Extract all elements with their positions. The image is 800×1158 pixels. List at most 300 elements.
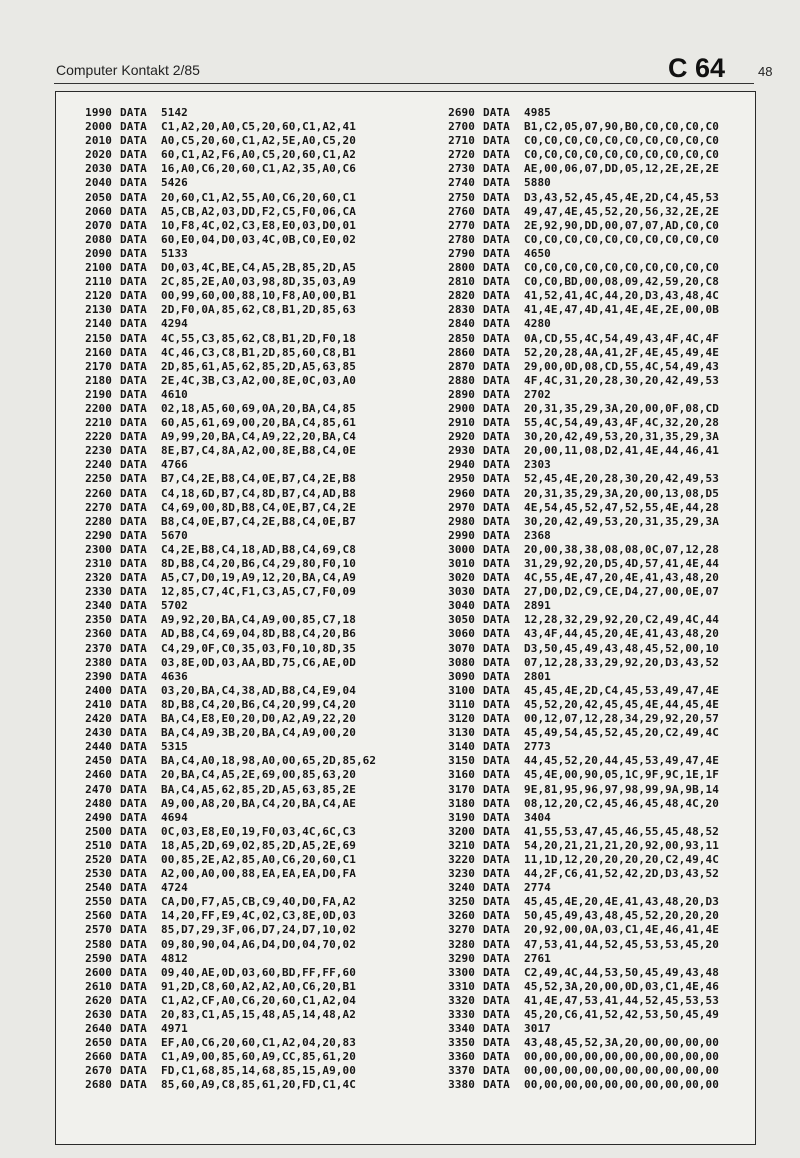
data-values: 9E,81,95,96,97,98,99,9A,9B,14: [524, 782, 719, 796]
data-values: 5702: [161, 599, 188, 613]
line-number: 2610: [85, 979, 112, 993]
data-keyword: DATA: [483, 1036, 510, 1050]
data-line: [440, 656, 719, 670]
line-number: 2120: [85, 289, 112, 303]
line-number: 3360: [448, 1050, 475, 1064]
data-values: AD,B8,C4,69,04,8D,B8,C4,20,B6: [161, 627, 356, 641]
data-line: [440, 712, 719, 726]
data-line: [440, 1022, 719, 1036]
data-line: [77, 599, 376, 613]
data-values: 3404: [524, 810, 551, 824]
data-values: 45,4E,00,90,05,1C,9F,9C,1E,1F: [524, 768, 719, 782]
data-line: [440, 627, 719, 641]
data-keyword: DATA: [483, 951, 510, 965]
data-line: [77, 726, 376, 740]
data-values: 30,20,42,49,53,20,31,35,29,3A: [524, 430, 719, 444]
line-number: 3310: [448, 979, 475, 993]
data-line: [77, 938, 376, 952]
line-number: 2290: [85, 528, 112, 542]
line-number: 3120: [448, 712, 475, 726]
line-number: 2360: [85, 627, 112, 641]
data-line: [440, 797, 719, 811]
line-number: 2670: [85, 1064, 112, 1078]
data-keyword: DATA: [120, 754, 147, 768]
data-keyword: DATA: [120, 401, 147, 415]
data-keyword: DATA: [120, 331, 147, 345]
data-values: C1,A2,20,A0,C5,20,60,C1,A2,41: [161, 120, 356, 134]
data-keyword: DATA: [483, 345, 510, 359]
data-values: 12,85,C7,4C,F1,C3,A5,C7,F0,09: [161, 585, 356, 599]
line-number: 3300: [448, 965, 475, 979]
data-line: [77, 839, 376, 853]
data-line: [440, 402, 719, 416]
data-line: [440, 529, 719, 543]
line-number: 2440: [85, 740, 112, 754]
data-values: AE,00,06,07,DD,05,12,2E,2E,2E: [524, 162, 719, 176]
data-values: BA,C4,A9,3B,20,BA,C4,A9,00,20: [161, 726, 356, 740]
data-keyword: DATA: [120, 923, 147, 937]
data-keyword: DATA: [120, 542, 147, 556]
data-line: [440, 219, 719, 233]
data-keyword: DATA: [483, 416, 510, 430]
data-values: B7,C4,2E,B8,C4,0E,B7,C4,2E,B8: [161, 472, 356, 486]
data-line: [77, 571, 376, 585]
data-keyword: DATA: [483, 331, 510, 345]
data-line: [440, 191, 719, 205]
data-keyword: DATA: [120, 500, 147, 514]
data-line: [77, 501, 376, 515]
data-line: [77, 1022, 376, 1036]
data-keyword: DATA: [120, 345, 147, 359]
data-keyword: DATA: [483, 514, 510, 528]
data-line: [440, 1064, 719, 1078]
line-number: 2940: [448, 458, 475, 472]
data-line: [77, 811, 376, 825]
line-number: 3080: [448, 655, 475, 669]
data-values: C4,2E,B8,C4,18,AD,B8,C4,69,C8: [161, 542, 356, 556]
data-keyword: DATA: [120, 585, 147, 599]
data-values: A9,99,20,BA,C4,A9,22,20,BA,C4: [161, 430, 356, 444]
data-keyword: DATA: [120, 852, 147, 866]
line-number: 2760: [448, 204, 475, 218]
data-values: 55,4C,54,49,43,4F,4C,32,20,28: [524, 416, 719, 430]
data-keyword: DATA: [120, 275, 147, 289]
data-line: [77, 825, 376, 839]
data-values: 52,45,4E,20,28,30,20,42,49,53: [524, 472, 719, 486]
data-keyword: DATA: [120, 599, 147, 613]
data-values: C2,49,4C,44,53,50,45,49,43,48: [524, 965, 719, 979]
data-line: [440, 233, 719, 247]
data-values: 00,85,2E,A2,85,A0,C6,20,60,C1: [161, 852, 356, 866]
line-number: 2530: [85, 867, 112, 881]
line-number: 2720: [448, 148, 475, 162]
data-line: [77, 388, 376, 402]
line-number: 2280: [85, 514, 112, 528]
data-keyword: DATA: [483, 106, 510, 119]
data-keyword: DATA: [483, 261, 510, 275]
data-line: [77, 797, 376, 811]
line-number: 2340: [85, 599, 112, 613]
data-keyword: DATA: [483, 218, 510, 232]
line-number: 2930: [448, 444, 475, 458]
line-number: 2730: [448, 162, 475, 176]
data-values: 5315: [161, 740, 188, 754]
line-number: 2240: [85, 458, 112, 472]
data-values: 45,52,3A,20,00,0D,03,C1,4E,46: [524, 979, 719, 993]
data-keyword: DATA: [483, 542, 510, 556]
line-number: 2850: [448, 331, 475, 345]
data-values: D0,03,4C,BE,C4,A5,2B,85,2D,A5: [161, 261, 356, 275]
data-values: BA,C4,A0,18,98,A0,00,65,2D,85,62: [161, 754, 377, 768]
data-keyword: DATA: [120, 697, 147, 711]
data-keyword: DATA: [120, 246, 147, 260]
data-values: 5142: [161, 106, 188, 119]
data-values: D3,43,52,45,45,4E,2D,C4,45,53: [524, 190, 719, 204]
data-line: [77, 952, 376, 966]
line-number: 3110: [448, 697, 475, 711]
data-keyword: DATA: [483, 937, 510, 951]
data-values: BA,C4,A5,62,85,2D,A5,63,85,2E: [161, 782, 356, 796]
data-line: [440, 783, 719, 797]
line-number: 3140: [448, 740, 475, 754]
data-keyword: DATA: [120, 895, 147, 909]
data-line: [77, 176, 376, 190]
data-values: 50,45,49,43,48,45,52,20,20,20: [524, 909, 719, 923]
data-keyword: DATA: [483, 697, 510, 711]
data-keyword: DATA: [483, 557, 510, 570]
data-line: [440, 1008, 719, 1022]
data-keyword: DATA: [483, 613, 510, 627]
data-keyword: DATA: [120, 627, 147, 641]
data-values: 41,55,53,47,45,46,55,45,48,52: [524, 824, 719, 838]
data-line: [77, 557, 376, 571]
data-line: [440, 176, 719, 190]
data-keyword: DATA: [483, 1008, 510, 1021]
data-line: [440, 346, 719, 360]
program-listing: [55, 91, 756, 1145]
data-keyword: DATA: [120, 965, 147, 979]
data-keyword: DATA: [483, 683, 510, 697]
data-keyword: DATA: [483, 458, 510, 472]
data-line: [77, 120, 376, 134]
line-number: 2160: [85, 345, 112, 359]
data-keyword: DATA: [120, 571, 147, 585]
data-keyword: DATA: [483, 726, 510, 740]
data-line: [440, 768, 719, 782]
data-line: [77, 402, 376, 416]
data-keyword: DATA: [483, 782, 510, 796]
listing-column-left: [77, 106, 376, 1093]
data-line: [440, 599, 719, 613]
data-values: 4694: [161, 810, 188, 824]
data-keyword: DATA: [483, 528, 510, 542]
data-line: [440, 980, 719, 994]
data-values: 2D,85,61,A5,62,85,2D,A5,63,85: [161, 359, 356, 373]
data-values: 00,12,07,12,28,34,29,92,20,57: [524, 712, 719, 726]
data-line: [77, 346, 376, 360]
data-keyword: DATA: [483, 740, 510, 754]
data-line: [77, 162, 376, 176]
data-line: [77, 994, 376, 1008]
data-line: [77, 980, 376, 994]
line-number: 3100: [448, 683, 475, 697]
data-values: 20,92,00,0A,03,C1,4E,46,41,4E: [524, 923, 719, 937]
line-number: 2250: [85, 472, 112, 486]
data-values: 4610: [161, 387, 188, 401]
data-keyword: DATA: [120, 486, 147, 500]
data-values: 09,40,AE,0D,03,60,BD,FF,FF,60: [161, 965, 356, 979]
data-keyword: DATA: [120, 162, 147, 176]
data-values: 2D,F0,0A,85,62,C8,B1,2D,85,63: [161, 303, 356, 317]
line-number: 2180: [85, 373, 112, 387]
data-values: C0,C0,C0,C0,C0,C0,C0,C0,C0,C0: [524, 232, 719, 246]
data-line: [440, 458, 719, 472]
line-number: 2920: [448, 430, 475, 444]
data-keyword: DATA: [483, 486, 510, 500]
data-values: 8E,B7,C4,8A,A2,00,8E,B8,C4,0E: [161, 444, 356, 458]
line-number: 2880: [448, 373, 475, 387]
line-number: 2110: [85, 275, 112, 289]
data-values: BA,C4,E8,E0,20,D0,A2,A9,22,20: [161, 712, 356, 726]
data-keyword: DATA: [120, 768, 147, 782]
data-keyword: DATA: [483, 430, 510, 444]
data-line: [77, 853, 376, 867]
data-line: [77, 1064, 376, 1078]
line-number: 2020: [85, 148, 112, 162]
line-number: 2500: [85, 824, 112, 838]
data-keyword: DATA: [483, 669, 510, 683]
data-keyword: DATA: [120, 359, 147, 373]
data-values: 00,99,60,00,88,10,F8,A0,00,B1: [161, 289, 356, 303]
data-line: [440, 515, 719, 529]
data-keyword: DATA: [120, 1050, 147, 1064]
line-number: 2780: [448, 232, 475, 246]
data-values: FD,C1,68,85,14,68,85,15,A9,00: [161, 1064, 356, 1078]
data-values: EF,A0,C6,20,60,C1,A2,04,20,83: [161, 1036, 356, 1050]
data-keyword: DATA: [483, 472, 510, 486]
data-keyword: DATA: [120, 261, 147, 275]
line-number: 2680: [85, 1078, 112, 1092]
data-line: [77, 106, 376, 120]
data-line: [440, 261, 719, 275]
line-number: 3000: [448, 542, 475, 556]
data-keyword: DATA: [483, 627, 510, 641]
data-keyword: DATA: [483, 1078, 510, 1092]
line-number: 2640: [85, 1022, 112, 1036]
line-number: 2270: [85, 500, 112, 514]
data-values: 4812: [161, 951, 188, 965]
line-number: 2310: [85, 557, 112, 570]
data-values: 31,29,92,20,D5,4D,57,41,4E,44: [524, 557, 719, 570]
data-values: 41,4E,47,53,41,44,52,45,53,53: [524, 993, 719, 1007]
line-number: 2320: [85, 571, 112, 585]
data-line: [77, 881, 376, 895]
data-values: 60,E0,04,D0,03,4C,0B,C0,E0,02: [161, 232, 356, 246]
line-number: 3200: [448, 824, 475, 838]
line-number: 2570: [85, 923, 112, 937]
data-line: [440, 994, 719, 1008]
data-line: [77, 754, 376, 768]
line-number: 3050: [448, 613, 475, 627]
line-number: 2040: [85, 176, 112, 190]
data-line: [440, 487, 719, 501]
data-values: 4F,4C,31,20,28,30,20,42,49,53: [524, 373, 719, 387]
data-keyword: DATA: [483, 444, 510, 458]
data-line: [77, 374, 376, 388]
page-header: [0, 0, 800, 92]
data-keyword: DATA: [120, 937, 147, 951]
line-number: 2650: [85, 1036, 112, 1050]
line-number: 2060: [85, 204, 112, 218]
line-number: 2950: [448, 472, 475, 486]
data-keyword: DATA: [483, 796, 510, 810]
line-number: 2100: [85, 261, 112, 275]
line-number: 2490: [85, 810, 112, 824]
line-number: 3160: [448, 768, 475, 782]
data-line: [77, 613, 376, 627]
data-keyword: DATA: [483, 838, 510, 852]
data-keyword: DATA: [483, 993, 510, 1007]
data-line: [440, 247, 719, 261]
data-line: [440, 332, 719, 346]
data-keyword: DATA: [483, 317, 510, 331]
data-values: 3017: [524, 1022, 551, 1036]
data-keyword: DATA: [120, 993, 147, 1007]
data-values: A5,CB,A2,03,DD,F2,C5,F0,06,CA: [161, 204, 356, 218]
data-line: [440, 839, 719, 853]
line-number: 2790: [448, 246, 475, 260]
data-keyword: DATA: [120, 176, 147, 190]
data-values: 20,31,35,29,3A,20,00,13,08,D5: [524, 486, 719, 500]
data-values: 20,00,11,08,D2,41,4E,44,46,41: [524, 444, 719, 458]
line-number: 2960: [448, 486, 475, 500]
data-keyword: DATA: [120, 669, 147, 683]
data-values: 45,45,4E,2D,C4,45,53,49,47,4E: [524, 683, 719, 697]
data-line: [77, 416, 376, 430]
line-number: 3210: [448, 838, 475, 852]
line-number: 2660: [85, 1050, 112, 1064]
data-line: [77, 627, 376, 641]
data-values: 85,D7,29,3F,06,D7,24,D7,10,02: [161, 923, 356, 937]
line-number: 3320: [448, 993, 475, 1007]
data-line: [77, 360, 376, 374]
data-keyword: DATA: [120, 514, 147, 528]
data-line: [77, 698, 376, 712]
data-keyword: DATA: [483, 599, 510, 613]
data-line: [440, 501, 719, 515]
data-values: D3,50,45,49,43,48,45,52,00,10: [524, 641, 719, 655]
line-number: 2330: [85, 585, 112, 599]
data-values: 60,A5,61,69,00,20,BA,C4,85,61: [161, 416, 356, 430]
line-number: 2890: [448, 387, 475, 401]
line-number: 2580: [85, 937, 112, 951]
data-line: [77, 205, 376, 219]
line-number: 2450: [85, 754, 112, 768]
data-values: CA,D0,F7,A5,CB,C9,40,D0,FA,A2: [161, 895, 356, 909]
data-keyword: DATA: [483, 387, 510, 401]
data-values: C1,A9,00,85,60,A9,CC,85,61,20: [161, 1050, 356, 1064]
data-keyword: DATA: [120, 655, 147, 669]
data-line: [77, 191, 376, 205]
data-values: 2891: [524, 599, 551, 613]
data-line: [440, 205, 719, 219]
data-values: 45,20,C6,41,52,42,53,50,45,49: [524, 1008, 719, 1021]
data-keyword: DATA: [120, 303, 147, 317]
line-number: 2260: [85, 486, 112, 500]
data-line: [440, 740, 719, 754]
data-values: 4971: [161, 1022, 188, 1036]
data-line: [440, 952, 719, 966]
line-number: 2520: [85, 852, 112, 866]
data-keyword: DATA: [483, 1064, 510, 1078]
line-number: 3230: [448, 867, 475, 881]
data-keyword: DATA: [120, 458, 147, 472]
data-keyword: DATA: [120, 796, 147, 810]
data-keyword: DATA: [120, 979, 147, 993]
data-values: 20,83,C1,A5,15,48,A5,14,48,A2: [161, 1008, 356, 1021]
data-line: [440, 642, 719, 656]
data-keyword: DATA: [483, 768, 510, 782]
data-values: 8D,B8,C4,20,B6,C4,29,80,F0,10: [161, 557, 356, 570]
data-keyword: DATA: [120, 838, 147, 852]
data-values: 2801: [524, 669, 551, 683]
line-number: 2540: [85, 881, 112, 895]
data-line: [440, 938, 719, 952]
data-line: [440, 444, 719, 458]
data-line: [77, 1008, 376, 1022]
data-values: 20,60,C1,A2,55,A0,C6,20,60,C1: [161, 190, 356, 204]
data-line: [440, 1078, 719, 1092]
data-line: [440, 430, 719, 444]
line-number: 2220: [85, 430, 112, 444]
data-keyword: DATA: [120, 909, 147, 923]
data-keyword: DATA: [483, 176, 510, 190]
line-number: 3350: [448, 1036, 475, 1050]
data-line: [77, 303, 376, 317]
data-line: [440, 684, 719, 698]
data-values: A2,00,A0,00,88,EA,EA,EA,D0,FA: [161, 867, 356, 881]
data-values: 5670: [161, 528, 188, 542]
data-keyword: DATA: [120, 134, 147, 148]
data-keyword: DATA: [483, 712, 510, 726]
data-line: [440, 472, 719, 486]
line-number: 2350: [85, 613, 112, 627]
data-keyword: DATA: [483, 500, 510, 514]
data-line: [440, 543, 719, 557]
line-number: 3130: [448, 726, 475, 740]
data-values: 44,45,52,20,44,45,53,49,47,4E: [524, 754, 719, 768]
data-values: 20,BA,C4,A5,2E,69,00,85,63,20: [161, 768, 356, 782]
data-line: [77, 684, 376, 698]
data-line: [77, 1078, 376, 1092]
data-values: 12,28,32,29,92,20,C2,49,4C,44: [524, 613, 719, 627]
data-line: [77, 134, 376, 148]
data-keyword: DATA: [120, 289, 147, 303]
data-keyword: DATA: [483, 881, 510, 895]
data-values: 20,00,38,38,08,08,0C,07,12,28: [524, 542, 719, 556]
data-values: C0,C0,C0,C0,C0,C0,C0,C0,C0,C0: [524, 148, 719, 162]
data-keyword: DATA: [483, 824, 510, 838]
data-keyword: DATA: [483, 373, 510, 387]
line-number: 2230: [85, 444, 112, 458]
data-values: 30,20,42,49,53,20,31,35,29,3A: [524, 514, 719, 528]
data-values: 0C,03,E8,E0,19,F0,03,4C,6C,C3: [161, 824, 356, 838]
data-values: 4C,55,C3,85,62,C8,B1,2D,F0,18: [161, 331, 356, 345]
line-number: 2980: [448, 514, 475, 528]
data-values: 4C,46,C3,C8,B1,2D,85,60,C8,B1: [161, 345, 356, 359]
data-line: [440, 881, 719, 895]
data-values: 00,00,00,00,00,00,00,00,00,00: [524, 1078, 719, 1092]
